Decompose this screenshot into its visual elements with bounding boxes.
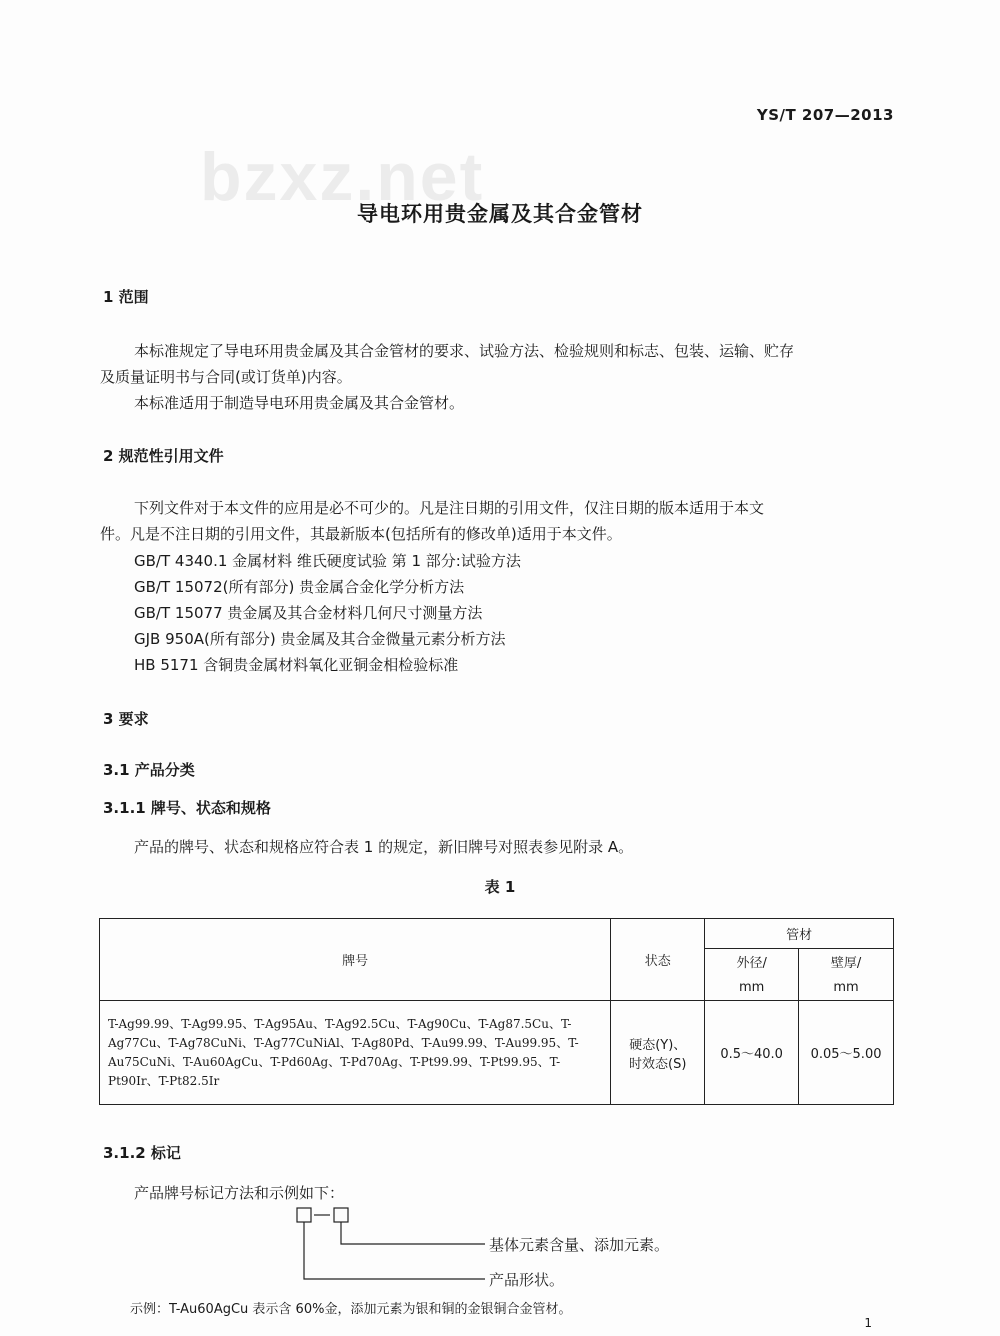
header-wall-thickness: 壁厚/ (799, 949, 894, 975)
diagram-box-content (334, 1208, 348, 1222)
header-state: 状态 (611, 919, 705, 1001)
section-1-paragraph-line: 本标准规定了导电环用贵金属及其合金管材的要求、试验方法、检验规则和标志、包装、运输、贮存 (134, 342, 795, 360)
outer-diameter-range: 0.5～40.0 (705, 1001, 799, 1105)
diagram-label-content: 基体元素含量、添加元素。 (489, 1236, 670, 1254)
marking-example: 示例：T-Au60AgCu 表示含 60%金，添加元素为银和铜的金银铜合金管材。 (130, 1302, 572, 1317)
section-2-heading: 2 规范性引用文件 (103, 447, 224, 465)
reference-item: GB/T 15077 贵金属及其合金材料几何尺寸测量方法 (134, 604, 483, 622)
header-od-unit: mm (705, 975, 799, 1001)
section-3-1-heading: 3.1 产品分类 (103, 761, 195, 779)
diagram-box-shape (297, 1208, 311, 1222)
diagram-label-shape: 产品形状。 (489, 1271, 565, 1289)
section-3-1-1-paragraph: 产品的牌号、状态和规格应符合表 1 的规定，新旧牌号对照表参见附录 A。 (134, 838, 634, 856)
reference-item: GB/T 4340.1 金属材料 维氏硬度试验 第 1 部分:试验方法 (134, 552, 521, 570)
state-line: 硬态(Y)、 (629, 1037, 687, 1053)
standard-code: YS/T 207—2013 (756, 106, 894, 124)
wall-thickness-range: 0.05～5.00 (799, 1001, 894, 1105)
section-1-paragraph: 本标准适用于制造导电环用贵金属及其合金管材。 (134, 394, 465, 412)
state-line: 时效态(S) (629, 1056, 687, 1072)
section-2-paragraph-line: 下列文件对于本文件的应用是必不可少的。凡是注日期的引用文件，仅注日期的版本适用于本文 (134, 499, 765, 517)
section-1-heading: 1 范围 (103, 288, 149, 306)
diagram-leader-2 (304, 1222, 485, 1279)
reference-item: HB 5171 含铜贵金属材料氧化亚铜金相检验标准 (134, 656, 459, 674)
table-title: 表 1 (484, 878, 516, 896)
section-1-paragraph-line: 及质量证明书与合同(或订货单)内容。 (100, 368, 352, 386)
section-3-heading: 3 要求 (103, 710, 149, 728)
watermark-text: bzxz.net (200, 139, 485, 215)
header-grade: 牌号 (100, 919, 611, 1001)
header-tube: 管材 (705, 919, 894, 949)
section-2-paragraph-line: 件。凡是不注日期的引用文件，其最新版本(包括所有的修改单)适用于本文件。 (100, 525, 622, 543)
section-3-1-1-heading: 3.1.1 牌号、状态和规格 (103, 799, 271, 817)
section-3-1-2-paragraph: 产品牌号标记方法和示例如下： (134, 1184, 345, 1202)
section-3-1-2-heading: 3.1.2 标记 (103, 1144, 181, 1162)
header-wall-unit: mm (799, 975, 894, 1001)
grades-cell: T-Ag99.99、T-Ag99.95、T-Ag95Au、T-Ag92.5Cu、T-Ag90Cu、T-Ag87.5Cu、T-Ag77Cu、T-Ag78CuNi、T-Ag77CuNiAl、T-Ag80Pd、T-Au99.99、T-Au99.95、T-Au75CuNi、T-Au60AgCu、T-Pd60Ag、T-Pd70Ag、T-Pt99.99、T-Pt99.95、T-Pt90Ir、T-Pt82.5Ir (100, 1001, 611, 1105)
page-number: 1 (864, 1316, 872, 1330)
reference-item: GB/T 15072(所有部分) 贵金属合金化学分析方法 (134, 578, 465, 596)
reference-item: GJB 950A(所有部分) 贵金属及其合金微量元素分析方法 (134, 630, 506, 648)
document-title: 导电环用贵金属及其合金管材 (357, 202, 643, 226)
header-outer-diameter: 外径/ (705, 949, 799, 975)
diagram-leader-1 (341, 1222, 485, 1244)
